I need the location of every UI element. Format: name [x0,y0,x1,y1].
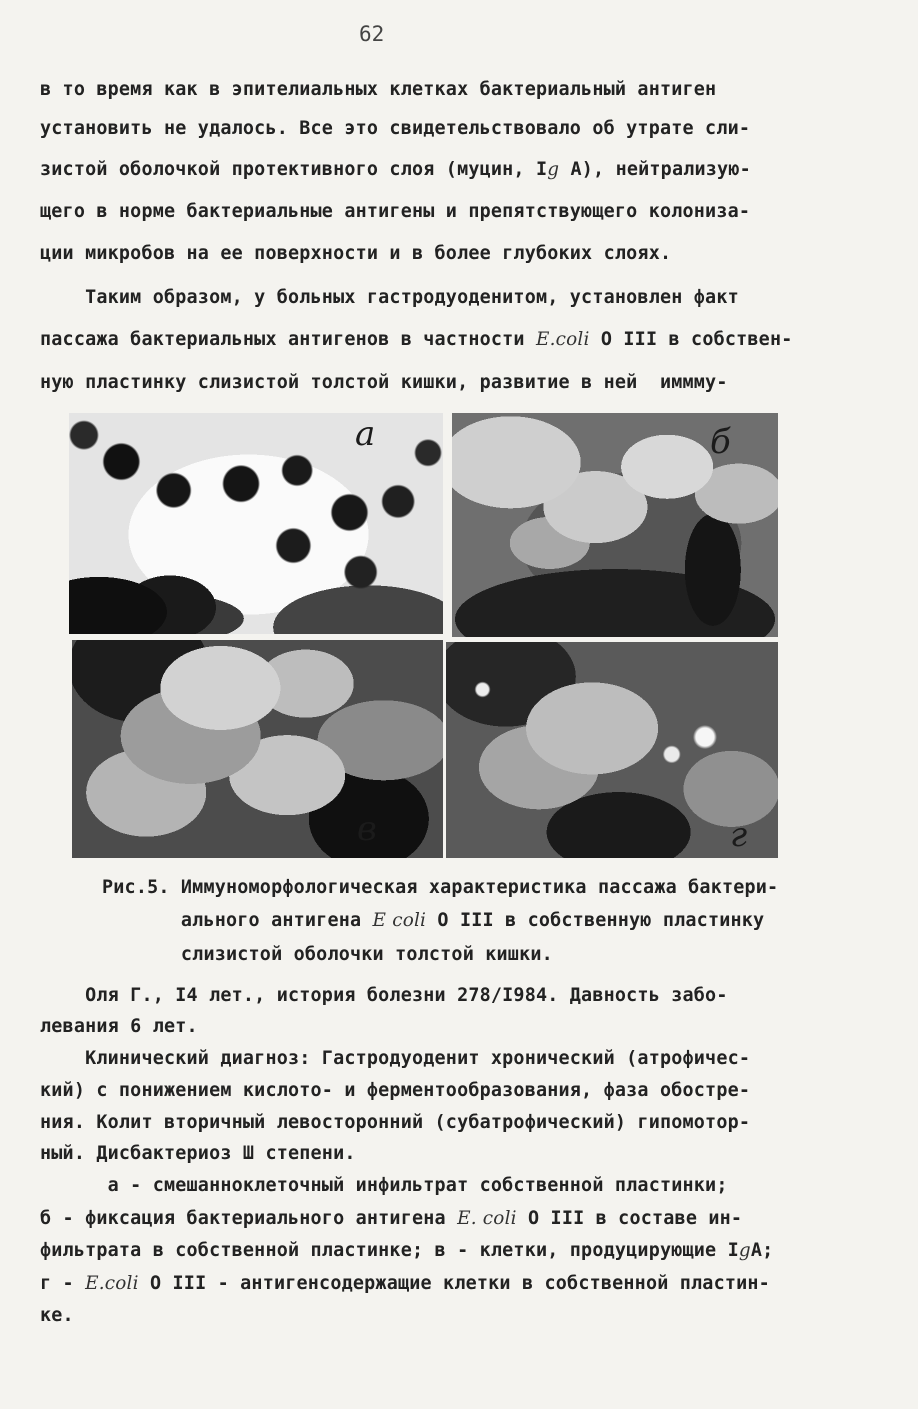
text-segment: ального антигена [102,910,373,931]
text-segment: фильтрата в собственной пластинке; в - клетки, продуцирующие I [40,1240,739,1261]
paragraph-2-line-3: ную пластинку слизистой толстой кишки, развитие в ней иммму- [40,372,728,393]
case-line-3: Клинический диагноз: Гастродуоденит хронический (атрофичес- [40,1048,751,1069]
handwritten-insert: g [547,159,560,180]
text-segment: О III в собственную пластинку [426,910,765,931]
handwritten-insert: E. coli [457,1208,517,1229]
handwritten-insert: g [738,1240,751,1261]
micrograph-panel-d [446,642,778,858]
text-segment: пассажа бактериальных антигенов в частности [40,329,536,350]
legend-line-3 [40,1240,773,1262]
panel-label-d: г [730,815,748,855]
legend-line-5: ке. [40,1305,74,1326]
panel-label-b: б [710,422,731,462]
case-line-5: ния. Колит вторичный левосторонний (субатрофический) гипомотор- [40,1112,751,1133]
legend-line-4 [40,1273,770,1295]
page-number: 62 [359,22,385,46]
caption-line-2 [102,910,764,932]
text-segment: б - фиксация бактериального антигена [40,1208,458,1229]
paragraph-2-line-1: Таким образом, у больных гастродуоденитом, установлен факт [40,287,739,308]
text-segment: A; [750,1240,774,1261]
micrograph-panel-b [452,413,778,637]
legend-line-1: а - смешанноклеточный инфильтрат собственной пластинки; [40,1175,728,1196]
paragraph-1-line-3 [40,159,751,181]
case-line-2: левания 6 лет. [40,1016,198,1037]
micrograph-panel-a [69,413,443,634]
case-line-6: ный. Дисбактериоз Ш степени. [40,1143,356,1164]
paragraph-1-line-1: в то время как в эпителиальных клетках бактериальный антиген [40,79,717,100]
handwritten-insert: E.coli [535,329,590,350]
case-line-1: Оля Г., I4 лет., история болезни 278/I984. Давность забо- [40,985,728,1006]
paragraph-1-line-5: ции микробов на ее поверхности и в более глубоких слоях. [40,243,672,264]
case-line-4: кий) с понижением кислото- и ферментообразования, фаза обостре- [40,1080,751,1101]
paragraph-1-line-4: щего в норме бактериальные антигены и препятствующего колониза- [40,201,751,222]
handwritten-insert: E.coli [85,1273,139,1294]
figure-plate [67,411,779,859]
legend-line-2 [40,1208,742,1230]
text-segment: О III в собствен- [589,329,793,350]
panel-label-a: a [355,414,376,454]
text-segment: зистой оболочкой протективного слоя (муцин, I [40,159,548,180]
handwritten-insert: E coli [372,910,427,931]
text-segment: О III - антигенсодержащие клетки в собственной пластин- [138,1273,770,1294]
paragraph-1-line-2: установить не удалось. Все это свидетельствовало об утрате сли- [40,118,751,139]
text-segment: г - [40,1273,86,1294]
paragraph-2-line-2 [40,329,793,351]
panel-label-c: в [357,809,377,849]
text-segment: О III в составе ин- [516,1208,743,1229]
caption-line-1: Рис.5. Иммуноморфологическая характеристика пассажа бактери- [102,877,779,898]
caption-line-3: слизистой оболочки толстой кишки. [102,944,553,965]
micrograph-panel-c [72,640,443,858]
text-segment: A), нейтрализую- [559,159,751,180]
